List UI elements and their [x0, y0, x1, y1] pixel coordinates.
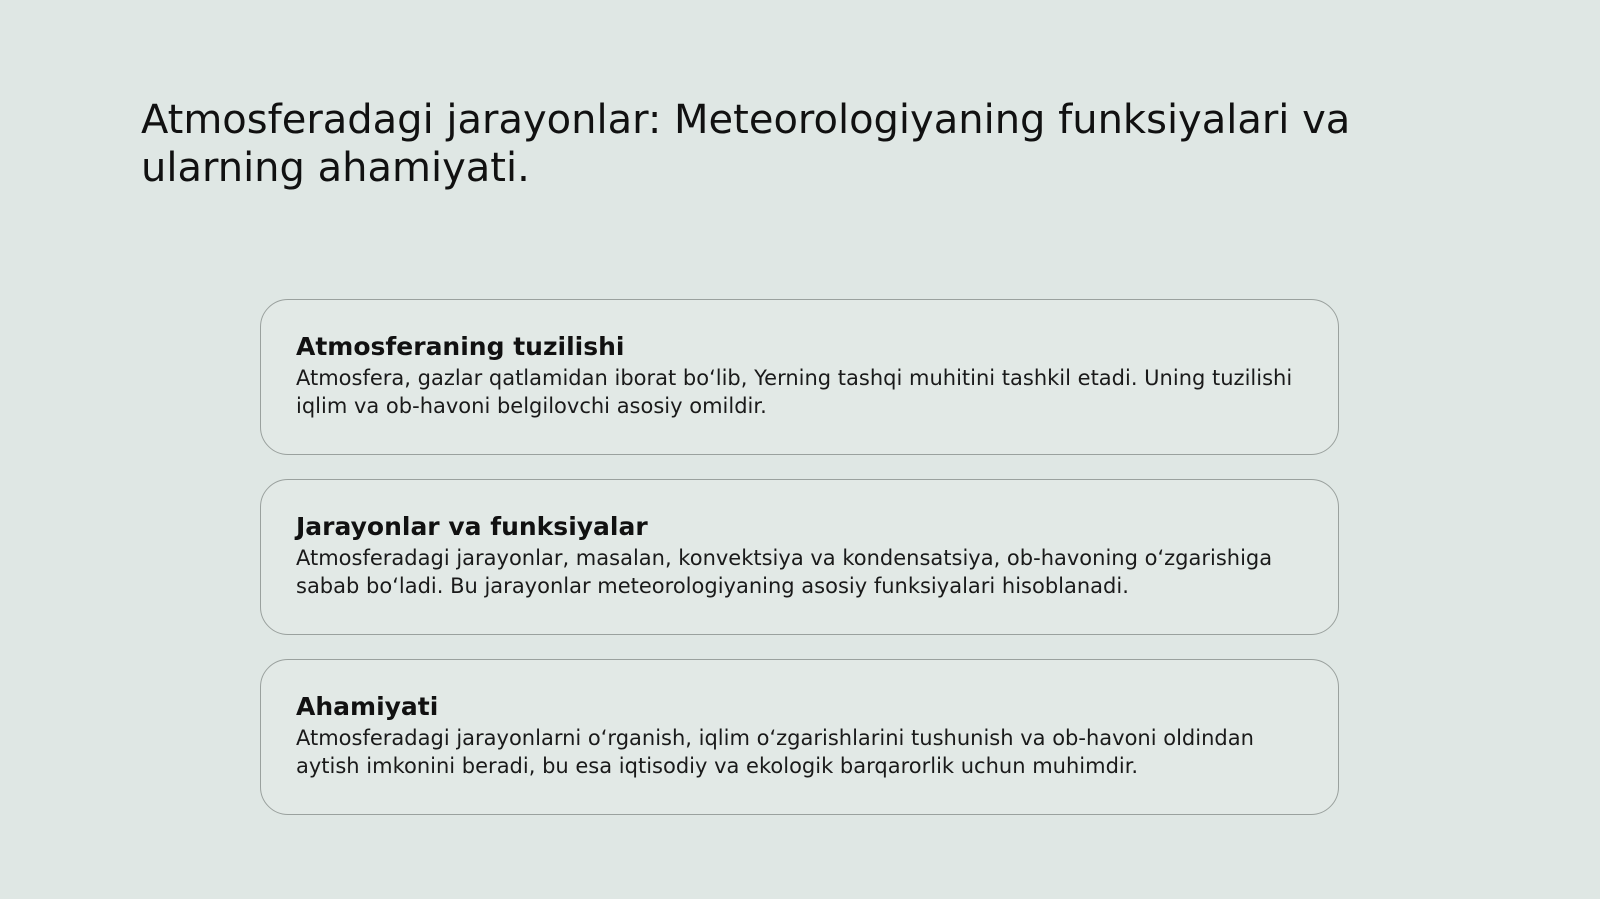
card-heading: Jarayonlar va funksiyalar	[296, 512, 648, 541]
card-text: Atmosfera, gazlar qatlamidan iborat bo‘lib, Yerning tashqi muhitini tashkil etadi. Uning tuzilishi iqlim va ob-havoni belgilovchi asosiy omildir.	[296, 366, 1293, 418]
card-text: Atmosferadagi jarayonlar, masalan, konvektsiya va kondensatsiya, ob-havoning o‘zgarishiga sabab bo‘ladi. Bu jarayonlar meteorologiyaning asosiy funksiyalari hisoblanadi.	[296, 546, 1273, 598]
card-processes-functions	[260, 479, 1339, 635]
card-atmosphere-structure	[260, 299, 1339, 455]
card-heading: Ahamiyati	[296, 692, 439, 721]
card-text: Atmosferadagi jarayonlarni o‘rganish, iqlim o‘zgarishlarini tushunish va ob-havoni oldindan aytish imkonini beradi, bu esa iqtisodiy va ekologik barqarorlik uchun muhimdir.	[296, 726, 1254, 778]
slide-title: Atmosferadagi jarayonlar: Meteorologiyaning funksiyalari va ularning ahamiyati.	[141, 97, 1351, 191]
card-list	[260, 299, 1339, 839]
card-importance	[260, 659, 1339, 815]
card-heading: Atmosferaning tuzilishi	[296, 332, 625, 361]
